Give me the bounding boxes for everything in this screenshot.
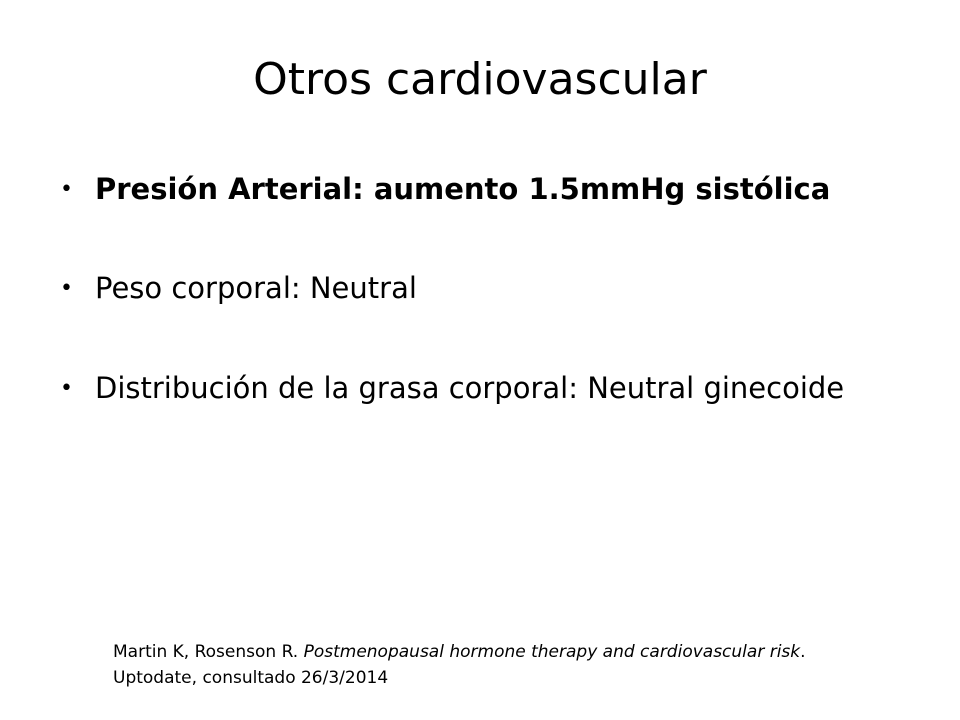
bullet-icon: •: [60, 276, 73, 302]
bullet-icon: •: [60, 375, 73, 401]
bullet-text: Peso corporal: Neutral: [95, 271, 417, 306]
slide-title: Otros cardiovascular: [253, 54, 707, 105]
bullet-icon: •: [60, 177, 73, 202]
bullet-item: [58, 271, 898, 306]
bullet-list: [58, 172, 898, 470]
bullet-text: Distribución de la grasa corporal: Neutral ginecoide: [95, 370, 845, 405]
reference-citation: [113, 640, 873, 691]
reference-authors: Martin K, Rosenson R.: [113, 642, 304, 662]
reference-article-title: Postmenopausal hormone therapy and cardiovascular risk: [303, 642, 801, 662]
bullet-item: [58, 371, 898, 406]
reference-source: . Uptodate, consultado 26/3/2014: [113, 642, 806, 688]
bullet-item: [58, 172, 898, 207]
bullet-text: Presión Arterial: aumento 1.5mmHg sistólica: [95, 172, 831, 206]
